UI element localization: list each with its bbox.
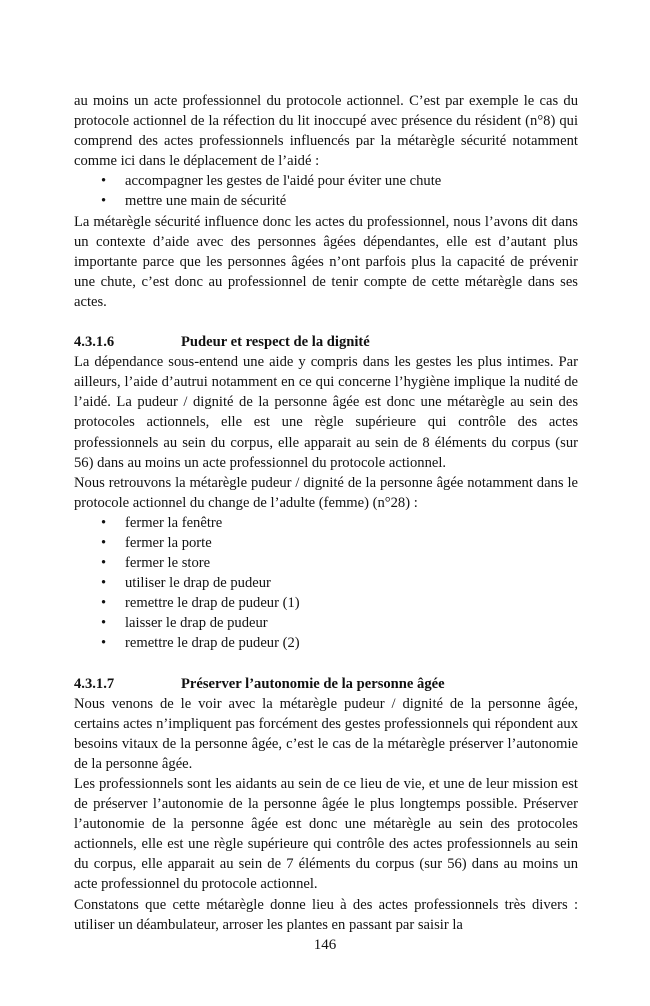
pudeur-paragraph-1: La dépendance sous-entend une aide y compris dans les gestes les plus intimes. Par ailleurs, l’aide d’autrui notamment en ce qui concerne l’hygiène implique la nudité de l’aidé. La pudeur / dignité de la personne âgée est donc une métarègle au sein des protocoles actionnels, elle est une règle supérieure qui contrôle des actes professionnels au sein du corpus, elle apparait au sein de 8 éléments du corpus (sur 56) dans au moins un acte professionnel du protocole actionnel. bbox=[74, 354, 578, 471]
page-number: 146 bbox=[313, 937, 337, 953]
section-heading-pudeur bbox=[74, 332, 578, 352]
list-item: • remettre le drap de pudeur (1) bbox=[74, 593, 578, 613]
section-title: Préserver l’autonomie de la personne âgée bbox=[181, 675, 445, 692]
intro-bullet-list bbox=[74, 171, 578, 211]
list-item: • laisser le drap de pudeur bbox=[74, 613, 578, 633]
list-item: • fermer la porte bbox=[74, 533, 578, 553]
list-item: • remettre le drap de pudeur (2) bbox=[74, 633, 578, 653]
autonomie-paragraph-3: Constatons que cette métarègle donne lieu à des actes professionnels très divers : utiliser un déambulateur, arroser les plantes en passant par saisir la bbox=[74, 896, 578, 933]
list-item: • mettre une main de sécurité bbox=[74, 191, 578, 211]
list-item: • fermer la fenêtre bbox=[74, 513, 578, 533]
section-number: 4.3.1.6 bbox=[74, 334, 115, 351]
list-item: • utiliser le drap de pudeur bbox=[74, 573, 578, 593]
page-body bbox=[74, 91, 578, 935]
autonomie-paragraph-2: Les professionnels sont les aidants au sein de ce lieu de vie, et une de leur mission est de préserver l’autonomie de la personne âgée le plus longtemps possible. Préserver l’autonomie de la personne âgée est donc une métarègle au sein des protocoles actionnels, elle est une règle supérieure qui contrôle des actes professionnels au sein du corpus, elle apparait au sein de 7 éléments du corpus (sur 56) dans au moins un acte professionnel du protocole actionnel. bbox=[74, 776, 578, 893]
securite-paragraph: La métarègle sécurité influence donc les actes du professionnel, nous l’avons dit dans un contexte d’aide avec des personnes âgées dépendantes, elle est d’autant plus importante parce que les personnes âgées n’ont parfois plus la capacité de prévenir une chute, c’est donc au professionnel de tenir compte de cette métarègle dans ses actes. bbox=[74, 213, 578, 310]
section-heading-autonomie bbox=[74, 674, 578, 694]
pudeur-bullet-list bbox=[74, 513, 578, 654]
list-item: • accompagner les gestes de l'aidé pour éviter une chute bbox=[74, 171, 578, 191]
autonomie-paragraph-1: Nous venons de le voir avec la métarègle pudeur / dignité de la personne âgée, certains actes n’impliquent pas forcément des gestes professionnels qui répondent aux besoins vitaux de la personne âgée, c’est le cas de la métarègle préserver l’autonomie de la personne âgée. bbox=[74, 695, 578, 772]
list-item: • fermer le store bbox=[74, 553, 578, 573]
pudeur-paragraph-2: Nous retrouvons la métarègle pudeur / dignité de la personne âgée notamment dans le protocole actionnel du change de l’adulte (femme) (n°28) : bbox=[74, 474, 578, 511]
section-number: 4.3.1.7 bbox=[74, 675, 115, 692]
section-title: Pudeur et respect de la dignité bbox=[181, 334, 370, 351]
intro-paragraph: au moins un acte professionnel du protocole actionnel. C’est par exemple le cas du protocole actionnel de la réfection du lit inoccupé avec présence du résident (n°8) qui comprend des actes professionnels influencés par la métarègle sécurité notamment comme ici dans le déplacement de l’aidé : bbox=[74, 93, 578, 170]
